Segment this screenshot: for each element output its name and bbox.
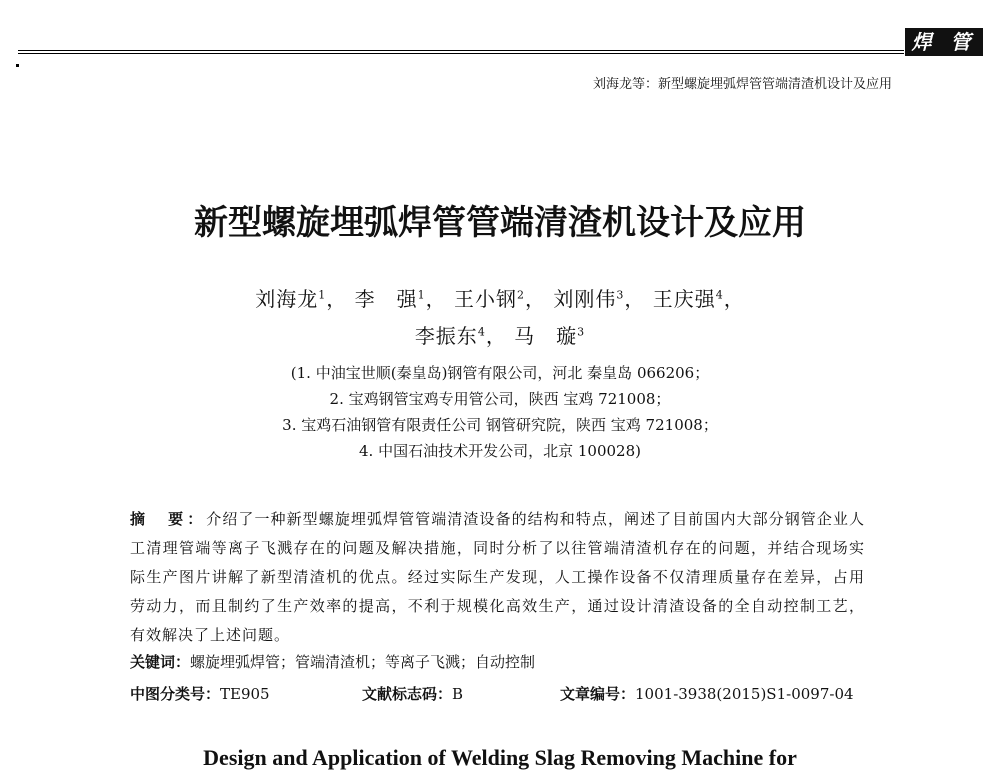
author-line-1: 刘海龙$^1$， 李 强$^1$， 王小钢$^2$， 刘刚伟$^3$， 王庆强$^4$， [255, 287, 745, 311]
abstract-label: 摘 要： [130, 510, 207, 528]
keywords-label: 关键词： [130, 653, 191, 671]
article-number [560, 683, 854, 704]
affiliation-item: (1. 中油宝世顺(秦皇岛)钢管有限公司，河北 秦皇岛 066206； [290, 364, 710, 382]
abstract-text: 介绍了一种新型螺旋埋弧焊管管端清渣设备的结构和特点，阐述了目前国内大部分钢管企业人工清理管端等离子飞溅存在的问题及解决措施，同时分析了以往管端清渣机存在的问题，并结合现场实际生产图片讲解了新型清渣机的优点。经过实际生产发现，人工操作设备不仅清理质量存在差异，占用劳动力，而且制约了生产效率的提高，不利于规模化高效生产，通过设计清渣设备的全自动控制工艺，有效解决了上述问题。 [130, 510, 865, 644]
author-affil: 4 [477, 325, 486, 339]
author-affil: 1 [417, 288, 426, 302]
affiliation-item: 2. 宝鸡钢管宝鸡专用管公司，陕西 宝鸡 721008； [329, 390, 671, 408]
doc-value: B [452, 685, 464, 703]
author-affil: 3 [616, 288, 625, 302]
affiliations [0, 360, 1000, 464]
affiliation-item: 3. 宝鸡石油钢管有限责任公司 钢管研究院，陕西 宝鸡 721008； [282, 416, 718, 434]
author-affil: 2 [517, 288, 525, 302]
clc-value: TE905 [220, 685, 270, 703]
header-rule-inner [18, 53, 904, 54]
abstract [130, 505, 865, 650]
doc-label: 文献标志码： [362, 685, 453, 703]
keywords [130, 651, 535, 672]
article-label: 文章编号： [560, 685, 636, 703]
author-name: 刘海龙 [255, 287, 319, 311]
author-affil: 1 [318, 288, 327, 302]
author-name: 刘刚伟 [553, 287, 617, 311]
clc-label: 中图分类号： [130, 685, 221, 703]
clc-number [130, 683, 270, 704]
author-name: 李 强 [354, 287, 418, 311]
keywords-text: 螺旋埋弧焊管；管端清渣机；等离子飞溅；自动控制 [190, 653, 536, 671]
header-rule [18, 50, 904, 51]
document-code [362, 683, 463, 704]
author-affil: 4 [715, 288, 724, 302]
author-name: 王小钢 [454, 287, 517, 311]
author-name: 王庆强 [652, 287, 716, 311]
journal-badge: 焊 管 [905, 28, 983, 56]
running-title: 刘海龙等：新型螺旋埋弧焊管管端清渣机设计及应用 [592, 77, 892, 92]
scan-dot [16, 64, 19, 67]
author-name: 马 璇 [514, 324, 578, 348]
affiliation-item: 4. 中国石油技术开发公司，北京 100028) [359, 442, 641, 460]
author-affil: 3 [577, 325, 586, 339]
paper-title: 新型螺旋埋弧焊管管端清渣机设计及应用 [194, 203, 806, 243]
author-name: 李振东 [414, 324, 478, 348]
english-title: Design and Application of Welding Slag Removing Machine for [203, 745, 797, 770]
author-line-2: 李振东$^4$， 马 璇$^3$ [414, 324, 586, 348]
article-value: 1001-3938(2015)S1-0097-04 [635, 685, 854, 703]
